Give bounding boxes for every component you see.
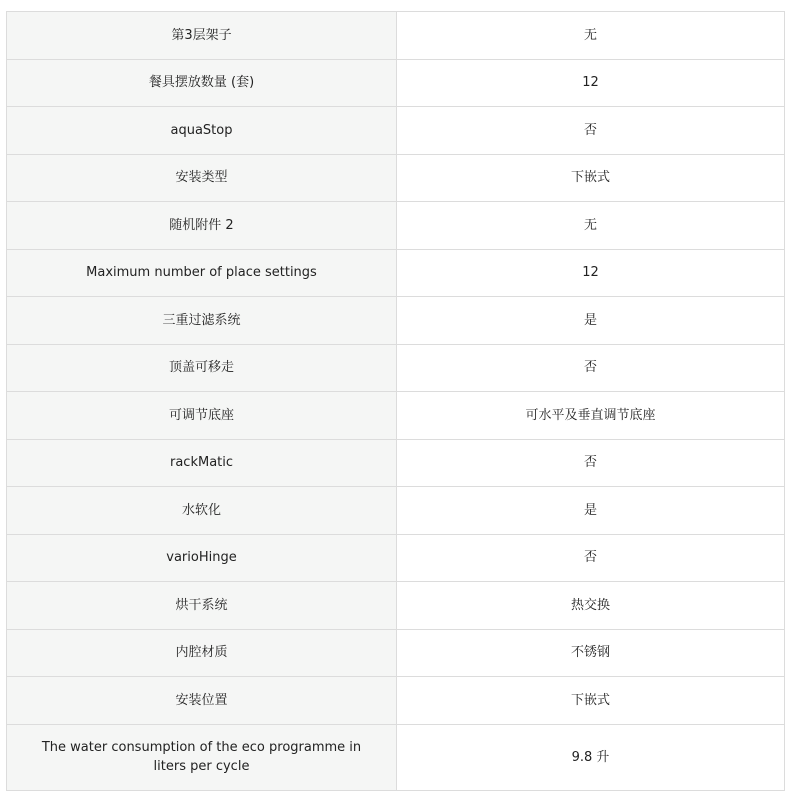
- spec-value: 否: [397, 439, 785, 487]
- spec-label: 内腔材质: [7, 629, 397, 677]
- table-row: [7, 154, 785, 202]
- spec-value: 无: [397, 12, 785, 60]
- spec-label: rackMatic: [7, 439, 397, 487]
- spec-label: 餐具摆放数量 (套): [7, 59, 397, 107]
- spec-table-body: [7, 12, 785, 791]
- spec-label: 安装位置: [7, 677, 397, 725]
- table-row: [7, 677, 785, 725]
- spec-label: 烘干系统: [7, 582, 397, 630]
- spec-label: 随机附件 2: [7, 202, 397, 250]
- spec-value: 下嵌式: [397, 677, 785, 725]
- spec-table: [6, 11, 785, 791]
- spec-value: 下嵌式: [397, 154, 785, 202]
- spec-value: 否: [397, 344, 785, 392]
- table-row: [7, 344, 785, 392]
- spec-value: 9.8 升: [397, 724, 785, 790]
- spec-value: 热交换: [397, 582, 785, 630]
- spec-label: The water consumption of the eco programme in liters per cycle: [7, 724, 397, 790]
- spec-value: 是: [397, 487, 785, 535]
- spec-value: 否: [397, 107, 785, 155]
- table-row: [7, 582, 785, 630]
- spec-label: 三重过滤系统: [7, 297, 397, 345]
- spec-label: 安装类型: [7, 154, 397, 202]
- table-row: [7, 107, 785, 155]
- table-row: [7, 202, 785, 250]
- spec-value: 是: [397, 297, 785, 345]
- table-row: [7, 534, 785, 582]
- table-row: [7, 392, 785, 440]
- table-row: [7, 297, 785, 345]
- spec-value: 否: [397, 534, 785, 582]
- spec-label: 可调节底座: [7, 392, 397, 440]
- table-row: [7, 12, 785, 60]
- table-row: [7, 439, 785, 487]
- spec-label: aquaStop: [7, 107, 397, 155]
- spec-value: 不锈钢: [397, 629, 785, 677]
- table-row: [7, 59, 785, 107]
- spec-label: Maximum number of place settings: [7, 249, 397, 297]
- table-row: [7, 249, 785, 297]
- table-row: [7, 487, 785, 535]
- spec-label: 第3层架子: [7, 12, 397, 60]
- spec-value: 无: [397, 202, 785, 250]
- spec-label: 水软化: [7, 487, 397, 535]
- table-row: [7, 724, 785, 790]
- spec-label: 顶盖可移走: [7, 344, 397, 392]
- table-row: [7, 629, 785, 677]
- spec-value: 12: [397, 59, 785, 107]
- spec-label: varioHinge: [7, 534, 397, 582]
- spec-value: 可水平及垂直调节底座: [397, 392, 785, 440]
- spec-value: 12: [397, 249, 785, 297]
